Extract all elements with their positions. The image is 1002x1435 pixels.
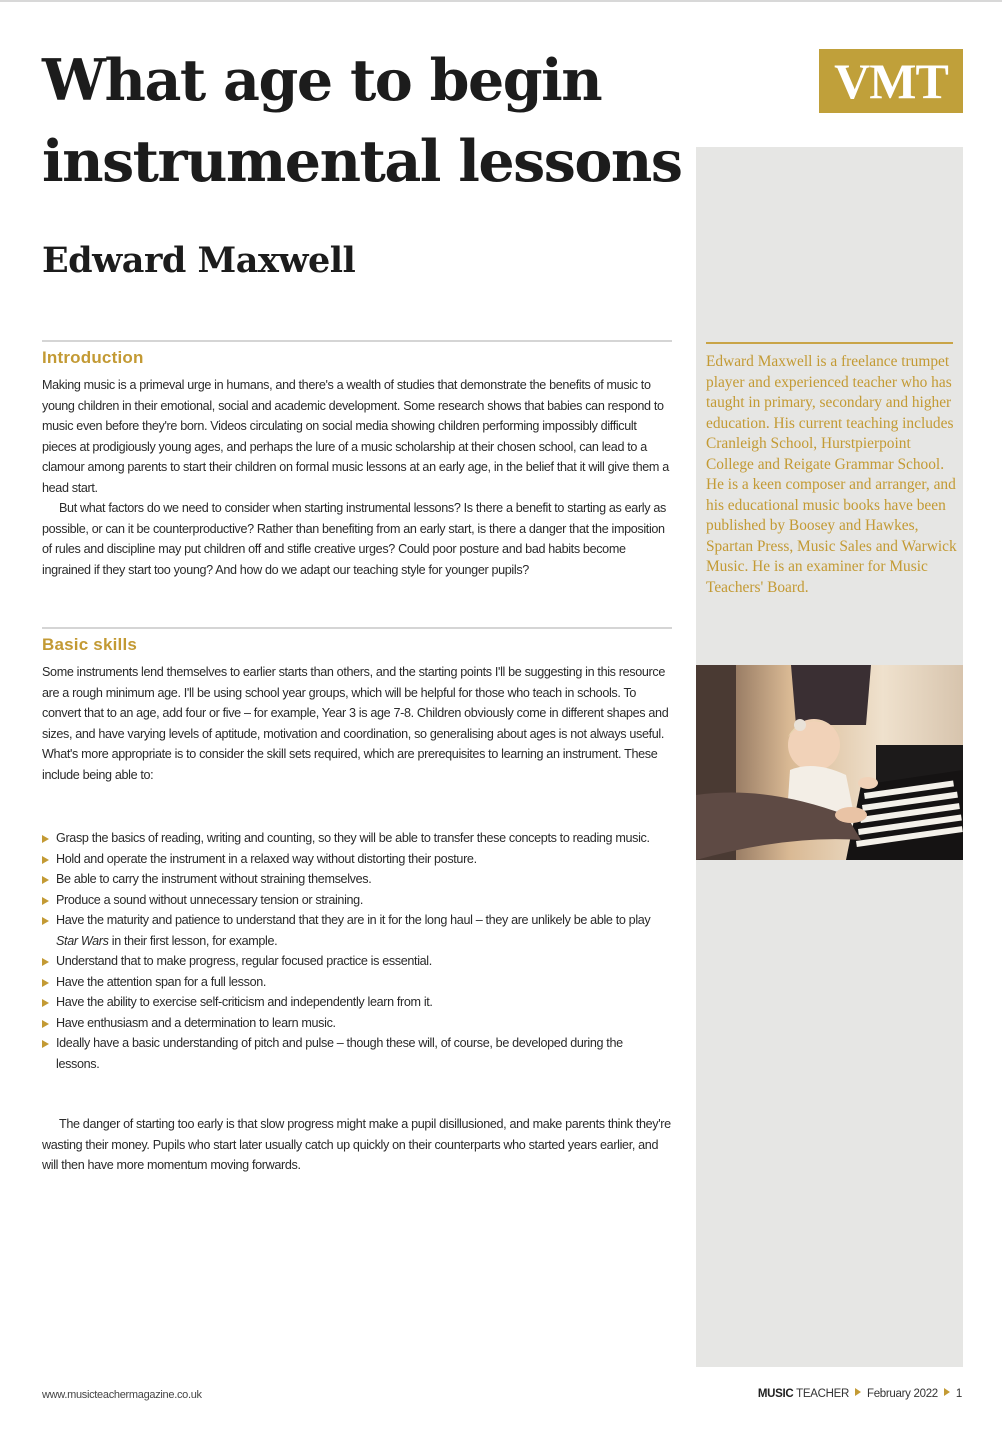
bullet-arrow-icon (42, 897, 49, 905)
bullet-arrow-icon (42, 876, 49, 884)
article-title (42, 40, 692, 202)
list-item: Have the maturity and patience to understand that they are in it for the long haul – they are unlikely be able to play Star Wars in their first lesson, for example. (42, 910, 667, 951)
list-item: Understand that to make progress, regular focused practice is essential. (42, 951, 667, 972)
top-border (0, 0, 1002, 2)
skills-list (42, 828, 667, 1074)
intro-divider (42, 340, 672, 342)
list-item: Have the ability to exercise self-criticism and independently learn from it. (42, 992, 667, 1013)
bullet-arrow-icon (42, 856, 49, 864)
introduction-heading: Introduction (42, 348, 144, 367)
footer-brand-bold: MUSIC (757, 1388, 794, 1400)
author-sidebar (696, 147, 963, 1367)
page-number: 1 (955, 1388, 962, 1400)
bullet-arrow-icon (42, 979, 49, 987)
skills-conclusion (42, 1114, 672, 1176)
list-item: Grasp the basics of reading, writing and counting, so they will be able to transfer these concepts to reading music. (42, 828, 667, 849)
child-piano-photo (696, 665, 963, 860)
bullet-arrow-icon (42, 958, 49, 966)
basic-skills-intro (42, 662, 672, 785)
intro-paragraph-1: Making music is a primeval urge in humans, and there's a wealth of studies that demonstrate the benefits of music to young children in their emotional, social and academic development. Some research shows that babies can respond to music even before they're born. Videos circulating on social media showing children performing impossibly difficult pieces at prodigiously young ages, and perhaps the lure of a music scholarship at their chosen school, can lead to a clamour among parents to start their children on formal music lessons at an early age, in the belief that it will give them a head start. (42, 378, 669, 495)
bullet-arrow-icon (42, 835, 49, 843)
skills-paragraph-2: The danger of starting too early is that slow progress might make a pupil disillusioned, and make parents think they're wasting their money. Pupils who start later usually catch up quickly on their counterparts who started years earlier, and will then have more momentum moving forwards. (42, 1117, 671, 1172)
footer-website-link[interactable]: www.musicteachermagazine.co.uk (42, 1389, 202, 1401)
list-item: Have the attention span for a full lesson. (42, 972, 667, 993)
list-item: Hold and operate the instrument in a relaxed way without distorting their posture. (42, 849, 667, 870)
footer-arrow-icon (944, 1388, 950, 1396)
sidebar-divider (706, 342, 953, 344)
author-name: Edward Maxwell (42, 240, 356, 281)
intro-paragraph-2: But what factors do we need to consider when starting instrumental lessons? Is there a benefit to starting as early as possible, or can it be counterproductive? Rather than benefiting from an early start, is there a danger that the imposition of rules and discipline may put children off and stifle creative urges? Could poor posture and bad habits become ingrained if they start too young? And how do we adapt our teaching style for younger pupils? (42, 501, 666, 577)
skills-divider (42, 627, 672, 629)
title-line-2: instrumental lessons (42, 128, 682, 195)
footer-date: February 2022 (866, 1388, 938, 1400)
skills-paragraph-1: Some instruments lend themselves to earlier starts than others, and the starting points I'll be suggesting in this resource are a rough minimum age. I'll be using school year groups, which will be helpful for those who teach in schools. To convert that to an age, add four or five – for example, Year 3 is age 7-8. Children obviously come in different shapes and sizes, and have varying levels of aptitude, motivation and coordination, so generalising about ages is not always useful. What's more appropriate is to consider the skill sets required, which are prerequisites to learning an instrument. These include being able to: (42, 665, 669, 782)
basic-skills-heading: Basic skills (42, 635, 138, 654)
list-item: Have enthusiasm and a determination to learn music. (42, 1013, 667, 1034)
bullet-arrow-icon (42, 917, 49, 925)
author-bio: Edward Maxwell is a freelance trumpet player and experienced teacher who has taught in primary, secondary and higher education. His current teaching includes Cranleigh School, Hurstpierpoint College and Reigate Grammar School. He is a keen composer and arranger, and his educational music books have been published by Boosey and Hawkes, Spartan Press, Music Sales and Warwick Music. He is an examiner for Music Teachers' Board. (706, 353, 957, 596)
list-item: Ideally have a basic understanding of pitch and pulse – though these will, of course, be developed during the lessons. (42, 1033, 667, 1074)
vmt-logo: VMT (819, 49, 963, 113)
list-item: Produce a sound without unnecessary tension or straining. (42, 890, 667, 911)
introduction-body (42, 375, 672, 580)
bullet-arrow-icon (42, 1020, 49, 1028)
list-item: Be able to carry the instrument without straining themselves. (42, 869, 667, 890)
bullet-arrow-icon (42, 1040, 49, 1048)
bullet-arrow-icon (42, 999, 49, 1007)
footer-arrow-icon (855, 1388, 861, 1396)
title-line-1: What age to begin (42, 47, 602, 114)
star-wars-title: Star Wars (56, 933, 109, 948)
photo-illustration (696, 665, 963, 860)
footer-publication (758, 1388, 962, 1400)
footer-brand-rest: TEACHER (793, 1388, 849, 1400)
